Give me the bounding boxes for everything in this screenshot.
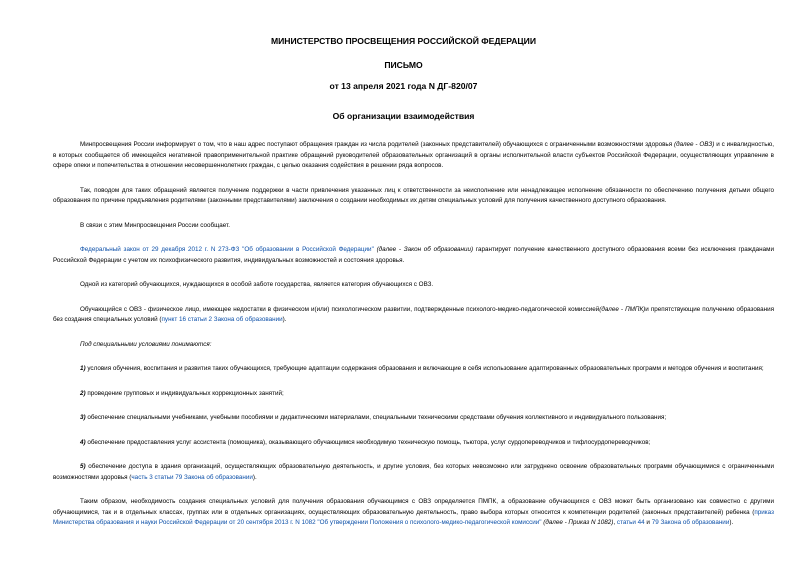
paragraph-3: В связи с этим Минпросвещения России сообщает. — [80, 221, 230, 229]
part-3-article-79-link[interactable]: часть 3 статьи 79 Закона об образовании — [131, 473, 253, 481]
paragraph-1: Минпросвещения России информирует о том, что в наш адрес поступают обращения граждан из числа родителей (законных представителей) обучающихся с ограниченными возможностями здоровья (далее - ОВЗ) и с инвалидностью, в которых сообщается об имеющейся негативной правоприменительной практике обращений руководителей образовательных организаций в органы исполнительной власти субъектов Российской Федерации, осуществляющих управление в сфере опеки и попечительства в отношении несовершеннолетних граждан, с целью оказания содействия в решении ряда вопросов. — [53, 141, 774, 169]
list-item-5: 5) обеспечение доступа в здания организаций, осуществляющих образовательную деятельность, и другие условия, без которых невозможно или затруднено освоение образовательных программ обучающимися с ограниченными возможностями здоровья (часть 3 статьи 79 Закона об образовании). — [53, 463, 774, 481]
doc-type: ПИСЬМО — [384, 60, 423, 70]
list-item-1: 1) условия обучения, воспитания и развития таких обучающихся, требующие адаптации содержания образования и включающие в себя использование адаптированных образовательных программ и методов обучения и воспитания; — [80, 365, 764, 372]
doc-date-number: от 13 апреля 2021 года N ДГ-820/07 — [329, 81, 478, 91]
list-item-3: 3) обеспечение специальными учебниками, учебными пособиями и дидактическими материалами, специальными техническими средствами обучения коллективного и индивидуального пользования; — [80, 414, 667, 421]
list-item-4: 4) обеспечение предоставления услуг ассистента (помощника), оказывающего обучающимся необходимую техническую помощь, тьютора, услуг сурдопереводчиков и тифлосурдопереводчиков; — [80, 438, 651, 446]
order-1082-link[interactable]: приказ Министерства образования и науки Российской Федерации от 20 сентября 2013 г. N 1082 "Об утверждении Положения о психолого-медико-педагогической комиссии" — [53, 508, 774, 526]
paragraph-4: Федеральный закон от 29 декабря 2012 г. N 273-ФЗ "Об образовании в Российской Федерации" (далее - Закон об образовании) гарантирует получение качественного доступного образования всеми без исключения гражданами Российской Федерации с учетом их психофизического развития, индивидуальных возможностей и состояния здоровья. — [53, 246, 774, 264]
document-body — [0, 140, 807, 529]
doc-subject: Об организации взаимодействия — [332, 111, 475, 121]
paragraph-6: Обучающийся с ОВЗ - физическое лицо, имеющее недостатки в физическом и(или) психологическом развитии, подтвержденные психолого-медико-педагогической комиссией(далее - ПМПК)и препятствующие получению образования без создания специальных условий (пункт 16 статьи 2 Закона об образовании). — [53, 305, 775, 323]
clause-16-article-2-link[interactable]: пункт 16 статьи 2 Закона об образовании — [161, 316, 283, 323]
ministry-title: МИНИСТЕРСТВО ПРОСВЕЩЕНИЯ РОССИЙСКОЙ ФЕДЕРАЦИИ — [270, 36, 537, 46]
paragraph-7: Под специальными условиями понимаются: — [80, 340, 212, 348]
article-44-link[interactable]: статьи 44 — [616, 519, 645, 526]
paragraph-8: Таким образом, необходимость создания специальных условий для получения образования обучающимся с ОВЗ определяется ПМПК, а образование обучающихся с ОВЗ может быть организовано как совместно с другими обучающимися, так и в отдельных классах, группах или в отдельных организациях, осуществляющих образовательную деятельность, право выбора которых относится к компетенции родителей (законных представителей) ребенка (приказ Министерства образования и науки Российской Федерации от 20 сентября 2013 г. N 1082 "Об утверждении Положения о психолого-медико-педагогической комиссии" (далее - Приказ N 1082), статьи 44 и 79 Закона об образовании). — [53, 498, 774, 526]
paragraph-5: Одной из категорий обучающихся, нуждающихся в особой заботе государства, является категория обучающихся с ОВЗ. — [80, 281, 434, 288]
law-273-link[interactable]: Федеральный закон от 29 декабря 2012 г. N 273-ФЗ "Об образовании в Российской Федерации" — [80, 246, 374, 253]
list-item-2: 2) проведение групповых и индивидуальных коррекционных занятий; — [80, 389, 284, 397]
paragraph-2: Так, поводом для таких обращений является получение поддержки в части привлечения указанных лиц к ответственности за неисполнение или ненадлежащее исполнение обязанности по обеспечению получения детьми общего образования по причине предъявления родителями (законными представителями) заключения о создании необходимых их детям специальных условий для получения качественного доступного образования. — [53, 186, 774, 204]
article-79-link[interactable]: 79 Закона об образовании — [651, 519, 730, 526]
